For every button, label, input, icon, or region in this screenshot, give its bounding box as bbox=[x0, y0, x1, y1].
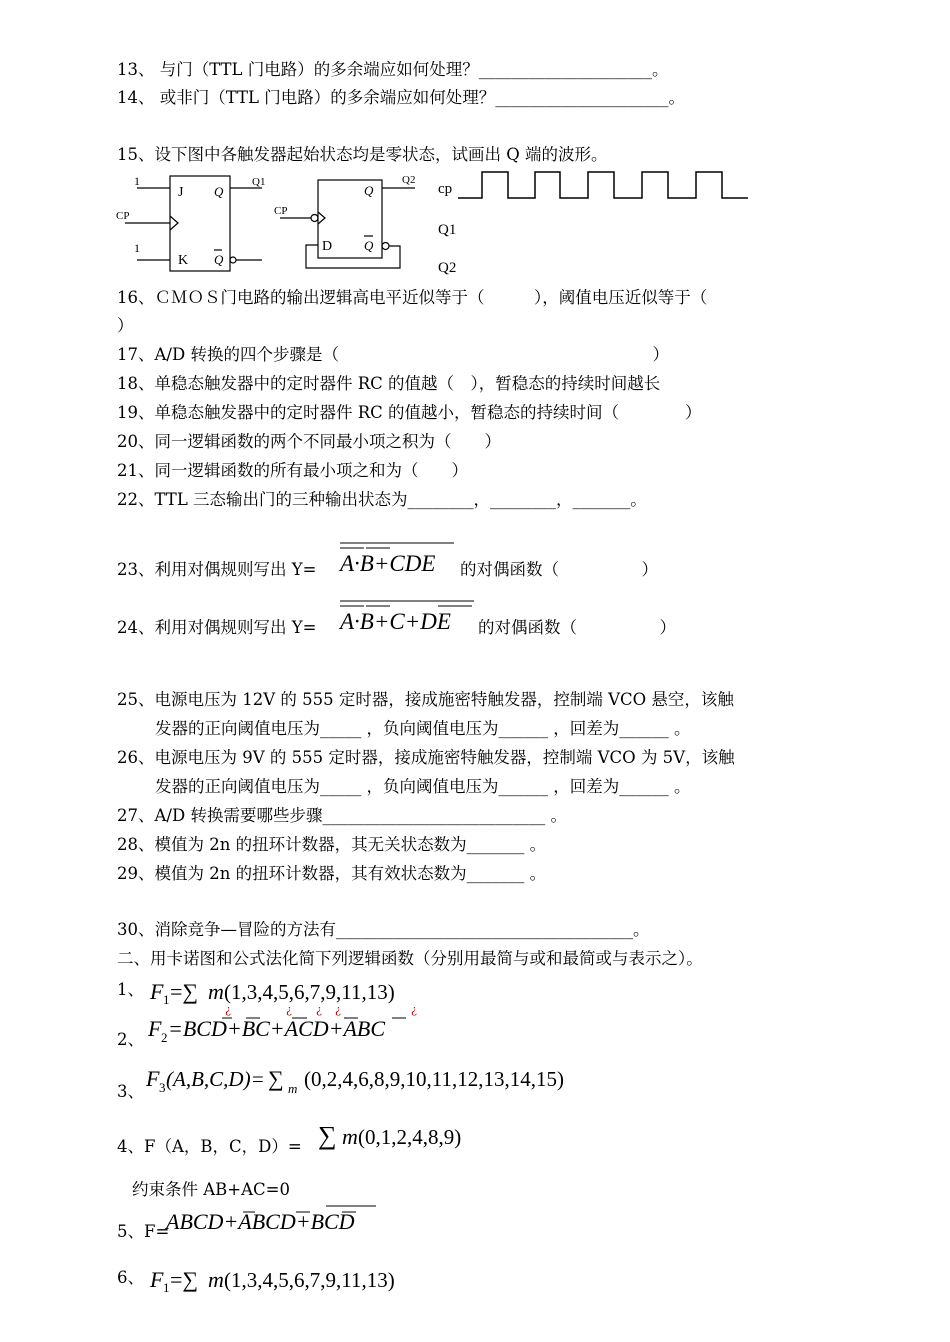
problem-4-constraint: 约束条件 AB+AC=0 bbox=[132, 1180, 290, 1199]
svg-text:1: 1 bbox=[163, 992, 170, 1007]
question-23-suffix: 的对偶函数（ ） bbox=[460, 560, 658, 579]
wave-cp-label: cp bbox=[438, 181, 453, 197]
question-25-line1: 25、电源电压为 12V 的 555 定时器，接成施密特触发器，控制端 VCO 悬空，该触 bbox=[117, 690, 734, 709]
svg-text:F: F bbox=[150, 1267, 164, 1292]
d-clock-label: CP bbox=[274, 205, 288, 217]
problem-3-number: 3、 bbox=[117, 1082, 144, 1101]
wave-q2-label: Q2 bbox=[438, 260, 457, 276]
flip-flop-figure bbox=[0, 168, 950, 288]
jk-clock-label: CP bbox=[116, 210, 130, 222]
problem-1-marker-3: ¿ bbox=[316, 1003, 322, 1016]
section-2-heading: 二、用卡诺图和公式法化简下列逻辑函数（分别用最简与或和最简或与表示之）。 bbox=[117, 949, 703, 968]
question-17: 17、A/D 转换的四个步骤是（ ） bbox=[117, 345, 669, 364]
question-29: 29、模值为 2n 的扭环计数器，其有效状态数为_______ 。 bbox=[117, 864, 547, 883]
question-24-prefix: 24、利用对偶规则写出 Y= bbox=[117, 618, 317, 637]
svg-text:m: m bbox=[342, 1124, 358, 1149]
d-q-label: Q bbox=[364, 183, 374, 198]
svg-text:F: F bbox=[148, 1016, 162, 1041]
problem-6-number: 6、 bbox=[117, 1268, 144, 1287]
problem-6-formula bbox=[148, 1262, 428, 1298]
problem-2-formula bbox=[146, 1008, 456, 1048]
question-26-line2: 发器的正向阈值电压为_____ ，负向阈值电压为______ ，回差为______ 。 bbox=[155, 777, 691, 796]
question-23-formula bbox=[334, 540, 464, 580]
svg-text:=BCD+BC+ACD+ABC: =BCD+BC+ACD+ABC bbox=[168, 1016, 386, 1041]
jk-k-input-label: 1 bbox=[134, 241, 140, 255]
question-16-line2: ） bbox=[117, 316, 134, 335]
d-output-label: Q2 bbox=[402, 174, 416, 186]
svg-text:(1,3,4,5,6,7,9,11,13): (1,3,4,5,6,7,9,11,13) bbox=[224, 1268, 395, 1292]
question-26-line1: 26、电源电压为 9V 的 555 定时器，接成施密特触发器，控制端 VCO 为 5V，该触 bbox=[117, 748, 735, 767]
svg-text:m: m bbox=[288, 1081, 298, 1096]
jk-q-label: Q bbox=[214, 184, 224, 199]
problem-1-number: 1、 bbox=[117, 980, 144, 999]
question-19: 19、单稳态触发器中的定时器件 RC 的值越小，暂稳态的持续时间（ ） bbox=[117, 403, 702, 422]
svg-text:A·B+CDE: A·B+CDE bbox=[340, 551, 436, 576]
svg-text:=∑: =∑ bbox=[170, 1267, 199, 1292]
jk-flip-flop bbox=[125, 176, 262, 271]
svg-text:∑: ∑ bbox=[268, 1066, 284, 1091]
jk-k-label: K bbox=[178, 253, 189, 268]
svg-text:F: F bbox=[146, 1066, 160, 1091]
question-28: 28、模值为 2n 的扭环计数器，其无关状态数为_______ 。 bbox=[117, 835, 547, 854]
problem-4-label: 4、F（A，B，C，D）= bbox=[117, 1137, 302, 1156]
svg-text:m: m bbox=[208, 979, 224, 1004]
svg-text:(A,B,C,D)=: (A,B,C,D)= bbox=[166, 1067, 265, 1091]
question-30: 30、消除竞争—冒险的方法有____________________________________。 bbox=[117, 920, 650, 939]
svg-text:3: 3 bbox=[159, 1080, 166, 1095]
svg-text:A·B+C+DE: A·B+C+DE bbox=[340, 609, 451, 634]
problem-4-formula bbox=[316, 1116, 486, 1158]
svg-text:F: F bbox=[150, 979, 164, 1004]
problem-2-number: 2、 bbox=[117, 1030, 144, 1049]
question-20: 20、同一逻辑函数的两个不同最小项之积为（ ） bbox=[117, 432, 501, 451]
jk-j-input-label: 1 bbox=[134, 174, 140, 188]
d-qbar-label: Q bbox=[364, 238, 374, 253]
svg-text:(1,3,4,5,6,7,9,11,13): (1,3,4,5,6,7,9,11,13) bbox=[224, 980, 395, 1004]
problem-1-marker-4: ¿ bbox=[335, 1003, 341, 1016]
question-27: 27、A/D 转换需要哪些步骤___________________________ 。 bbox=[117, 806, 567, 825]
svg-text:=∑: =∑ bbox=[170, 979, 199, 1004]
problem-1-marker-5: ¿ bbox=[411, 1003, 417, 1016]
wave-q1-label: Q1 bbox=[438, 222, 457, 238]
svg-text:1: 1 bbox=[163, 1280, 170, 1295]
svg-text:m: m bbox=[208, 1267, 224, 1292]
question-15: 15、设下图中各触发器起始状态均是零状态，试画出 Q 端的波形。 bbox=[117, 145, 608, 164]
d-flip-flop bbox=[280, 180, 415, 268]
problem-5-formula bbox=[164, 1200, 394, 1240]
problem-3-formula bbox=[144, 1060, 604, 1100]
svg-text:∑: ∑ bbox=[318, 1121, 337, 1150]
question-22: 22、TTL 三态输出门的三种输出状态为________，________，_______。 bbox=[117, 490, 647, 509]
problem-1-marker-1: ¿ bbox=[225, 1003, 231, 1016]
question-13: 13、 与门（TTL 门电路）的多余端应如何处理？_____________________。 bbox=[117, 60, 669, 79]
jk-j-label: J bbox=[178, 185, 184, 200]
jk-qbar-label: Q bbox=[214, 252, 224, 267]
question-21: 21、同一逻辑函数的所有最小项之和为（ ） bbox=[117, 461, 468, 480]
problem-1-marker-2: ¿ bbox=[286, 1003, 292, 1016]
question-18: 18、单稳态触发器中的定时器件 RC 的值越（ ），暂稳态的持续时间越长 bbox=[117, 374, 661, 393]
cp-waveform bbox=[458, 172, 748, 198]
question-23-prefix: 23、利用对偶规则写出 Y= bbox=[117, 560, 317, 579]
svg-text:2: 2 bbox=[161, 1030, 168, 1045]
question-24-suffix: 的对偶函数（ ） bbox=[478, 618, 676, 637]
svg-text:(0,1,2,4,8,9): (0,1,2,4,8,9) bbox=[358, 1125, 462, 1149]
problem-5-label: 5、F= bbox=[117, 1222, 170, 1241]
svg-text:ABCD+ABCD+BCD: ABCD+ABCD+BCD bbox=[166, 1209, 355, 1234]
jk-output-label: Q1 bbox=[252, 176, 266, 188]
svg-text:(0,2,4,6,8,9,10,11,12,13,14,15: (0,2,4,6,8,9,10,11,12,13,14,15) bbox=[304, 1067, 564, 1091]
question-24-formula bbox=[334, 598, 484, 638]
question-25-line2: 发器的正向阈值电压为_____ ，负向阈值电压为______ ，回差为______ 。 bbox=[155, 719, 691, 738]
question-14: 14、 或非门（TTL 门电路）的多余端应如何处理？_____________________。 bbox=[117, 88, 686, 107]
d-d-label: D bbox=[322, 239, 333, 254]
question-16-line1: 16、ＣＭＯＳ门电路的输出逻辑高电平近似等于（ ），阈值电压近似等于（ bbox=[117, 288, 708, 307]
